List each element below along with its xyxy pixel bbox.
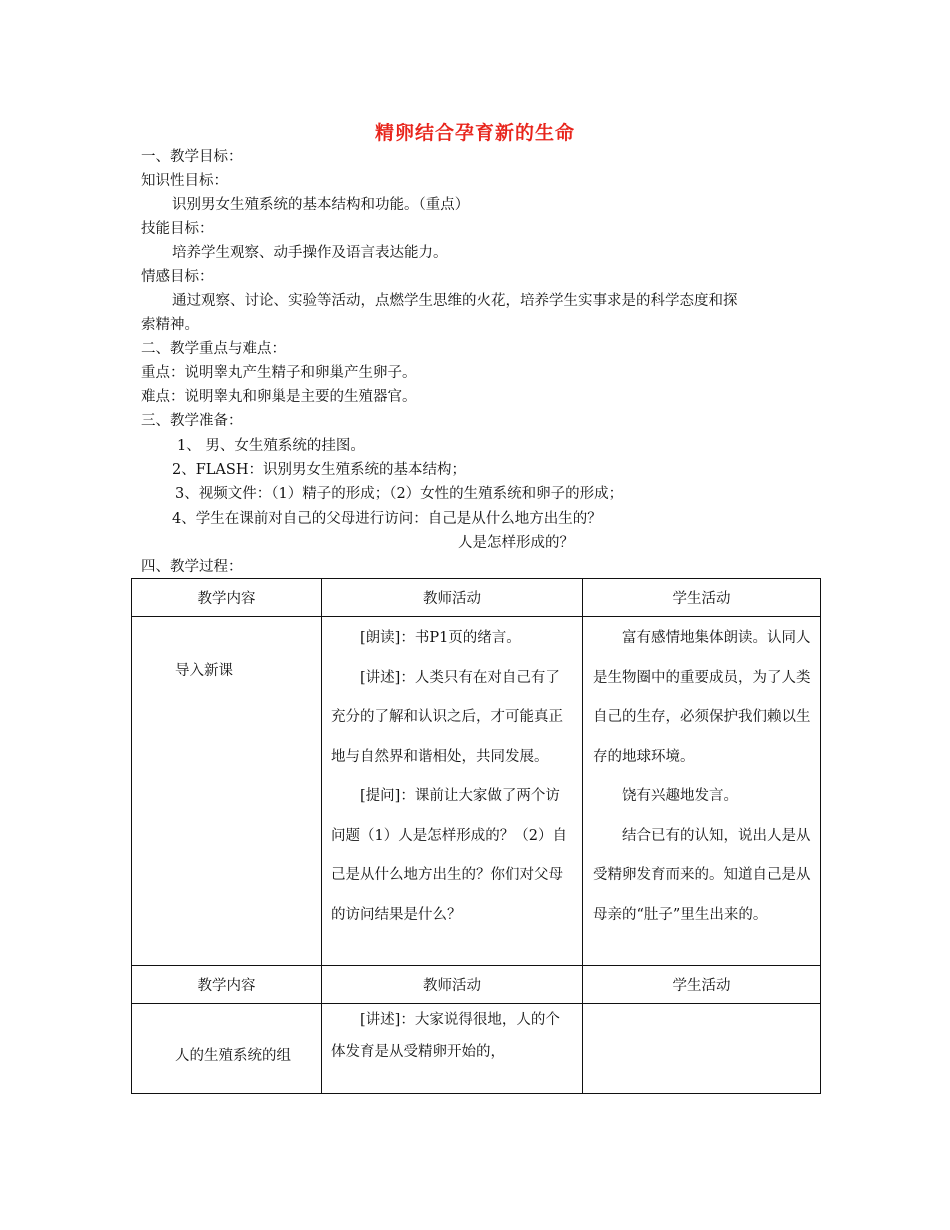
table-row xyxy=(132,617,821,966)
student-activity: 结合已有的认知，说出人是从受精卵发育而来的。知道自己是从母亲的“肚子”里生出来的。 xyxy=(593,827,811,923)
table-header-row xyxy=(132,579,821,617)
table-row xyxy=(132,1004,821,1094)
teacher-activity: [朗读]：书P1页的绪言。 xyxy=(360,630,521,646)
key-heading: 二、教学重点与难点： xyxy=(141,341,286,357)
header-teacher: 教师活动 xyxy=(322,579,583,617)
row2-teacher-cell xyxy=(322,1004,583,1094)
row1-student-cell xyxy=(583,617,821,966)
header-teacher: 教师活动 xyxy=(322,966,583,1004)
teacher-activity: [讲述]：人类只有在对自己有了充分的了解和认识之后，才可能真正地与自然界和谐相处，共同发展。 xyxy=(331,669,563,765)
prep-item-4-continued: 人是怎样形成的？ xyxy=(458,535,574,551)
difficult-point: 难点：说明睾丸和卵巢是主要的生殖器官。 xyxy=(141,389,417,405)
header-student: 学生活动 xyxy=(583,579,821,617)
header-content: 教学内容 xyxy=(132,966,322,1004)
teacher-activity: [讲述]：大家说得很地，人的个体发育是从受精卵开始的， xyxy=(331,1012,560,1060)
emotion-text-line2: 索精神。 xyxy=(141,317,199,333)
row1-teacher-cell xyxy=(322,617,583,966)
emotion-text-line1: 通过观察、讨论、实验等活动，点燃学生思维的火花，培养学生实事求是的科学态度和探 xyxy=(172,293,738,309)
knowledge-text: 识别男女生殖系统的基本结构和功能。（重点） xyxy=(172,197,470,213)
row2-student-cell xyxy=(583,1004,821,1094)
emotion-heading: 情感目标： xyxy=(141,269,214,285)
row1-content: 导入新课 xyxy=(175,663,233,679)
header-content: 教学内容 xyxy=(132,579,322,617)
prep-item-2: 2、FLASH：识别男女生殖系统的基本结构； xyxy=(172,462,466,478)
prep-item-4: 4、学生在课前对自己的父母进行访问：自己是从什么地方出生的？ xyxy=(172,511,602,527)
lesson-table xyxy=(131,578,821,1094)
prep-heading: 三、教学准备： xyxy=(141,413,243,429)
prep-item-3: 3、视频文件：（1）精子的形成；（2）女性的生殖系统和卵子的形成； xyxy=(175,486,624,502)
header-student: 学生活动 xyxy=(583,966,821,1004)
student-activity: 饶有兴趣地发言。 xyxy=(622,788,738,804)
skill-text: 培养学生观察、动手操作及语言表达能力。 xyxy=(172,245,448,261)
goals-heading: 一、教学目标： xyxy=(141,149,243,165)
student-activity: 富有感情地集体朗读。认同人是生物圈中的重要成员，为了人类自己的生存，必须保护我们赖以生存的地球环境。 xyxy=(593,630,811,765)
skill-heading: 技能目标： xyxy=(141,221,214,237)
knowledge-heading: 知识性目标： xyxy=(141,173,228,189)
process-heading: 四、教学过程： xyxy=(141,559,243,575)
teacher-activity: [提问]：课前让大家做了两个访问题（1）人是怎样形成的？（2）自己是从什么地方出生的？你们对父母的访问结果是什么？ xyxy=(331,788,567,923)
row2-content: 人的生殖系统的组 xyxy=(175,1048,291,1064)
key-point: 重点：说明睾丸产生精子和卵巢产生卵子。 xyxy=(141,365,417,381)
page-title: 精卵结合孕育新的生命 xyxy=(374,122,575,144)
row2-content-cell xyxy=(132,1004,322,1094)
prep-item-1: 1、 男、女生殖系统的挂图。 xyxy=(177,438,365,454)
table-header-row xyxy=(132,966,821,1004)
row1-content-cell xyxy=(132,617,322,966)
